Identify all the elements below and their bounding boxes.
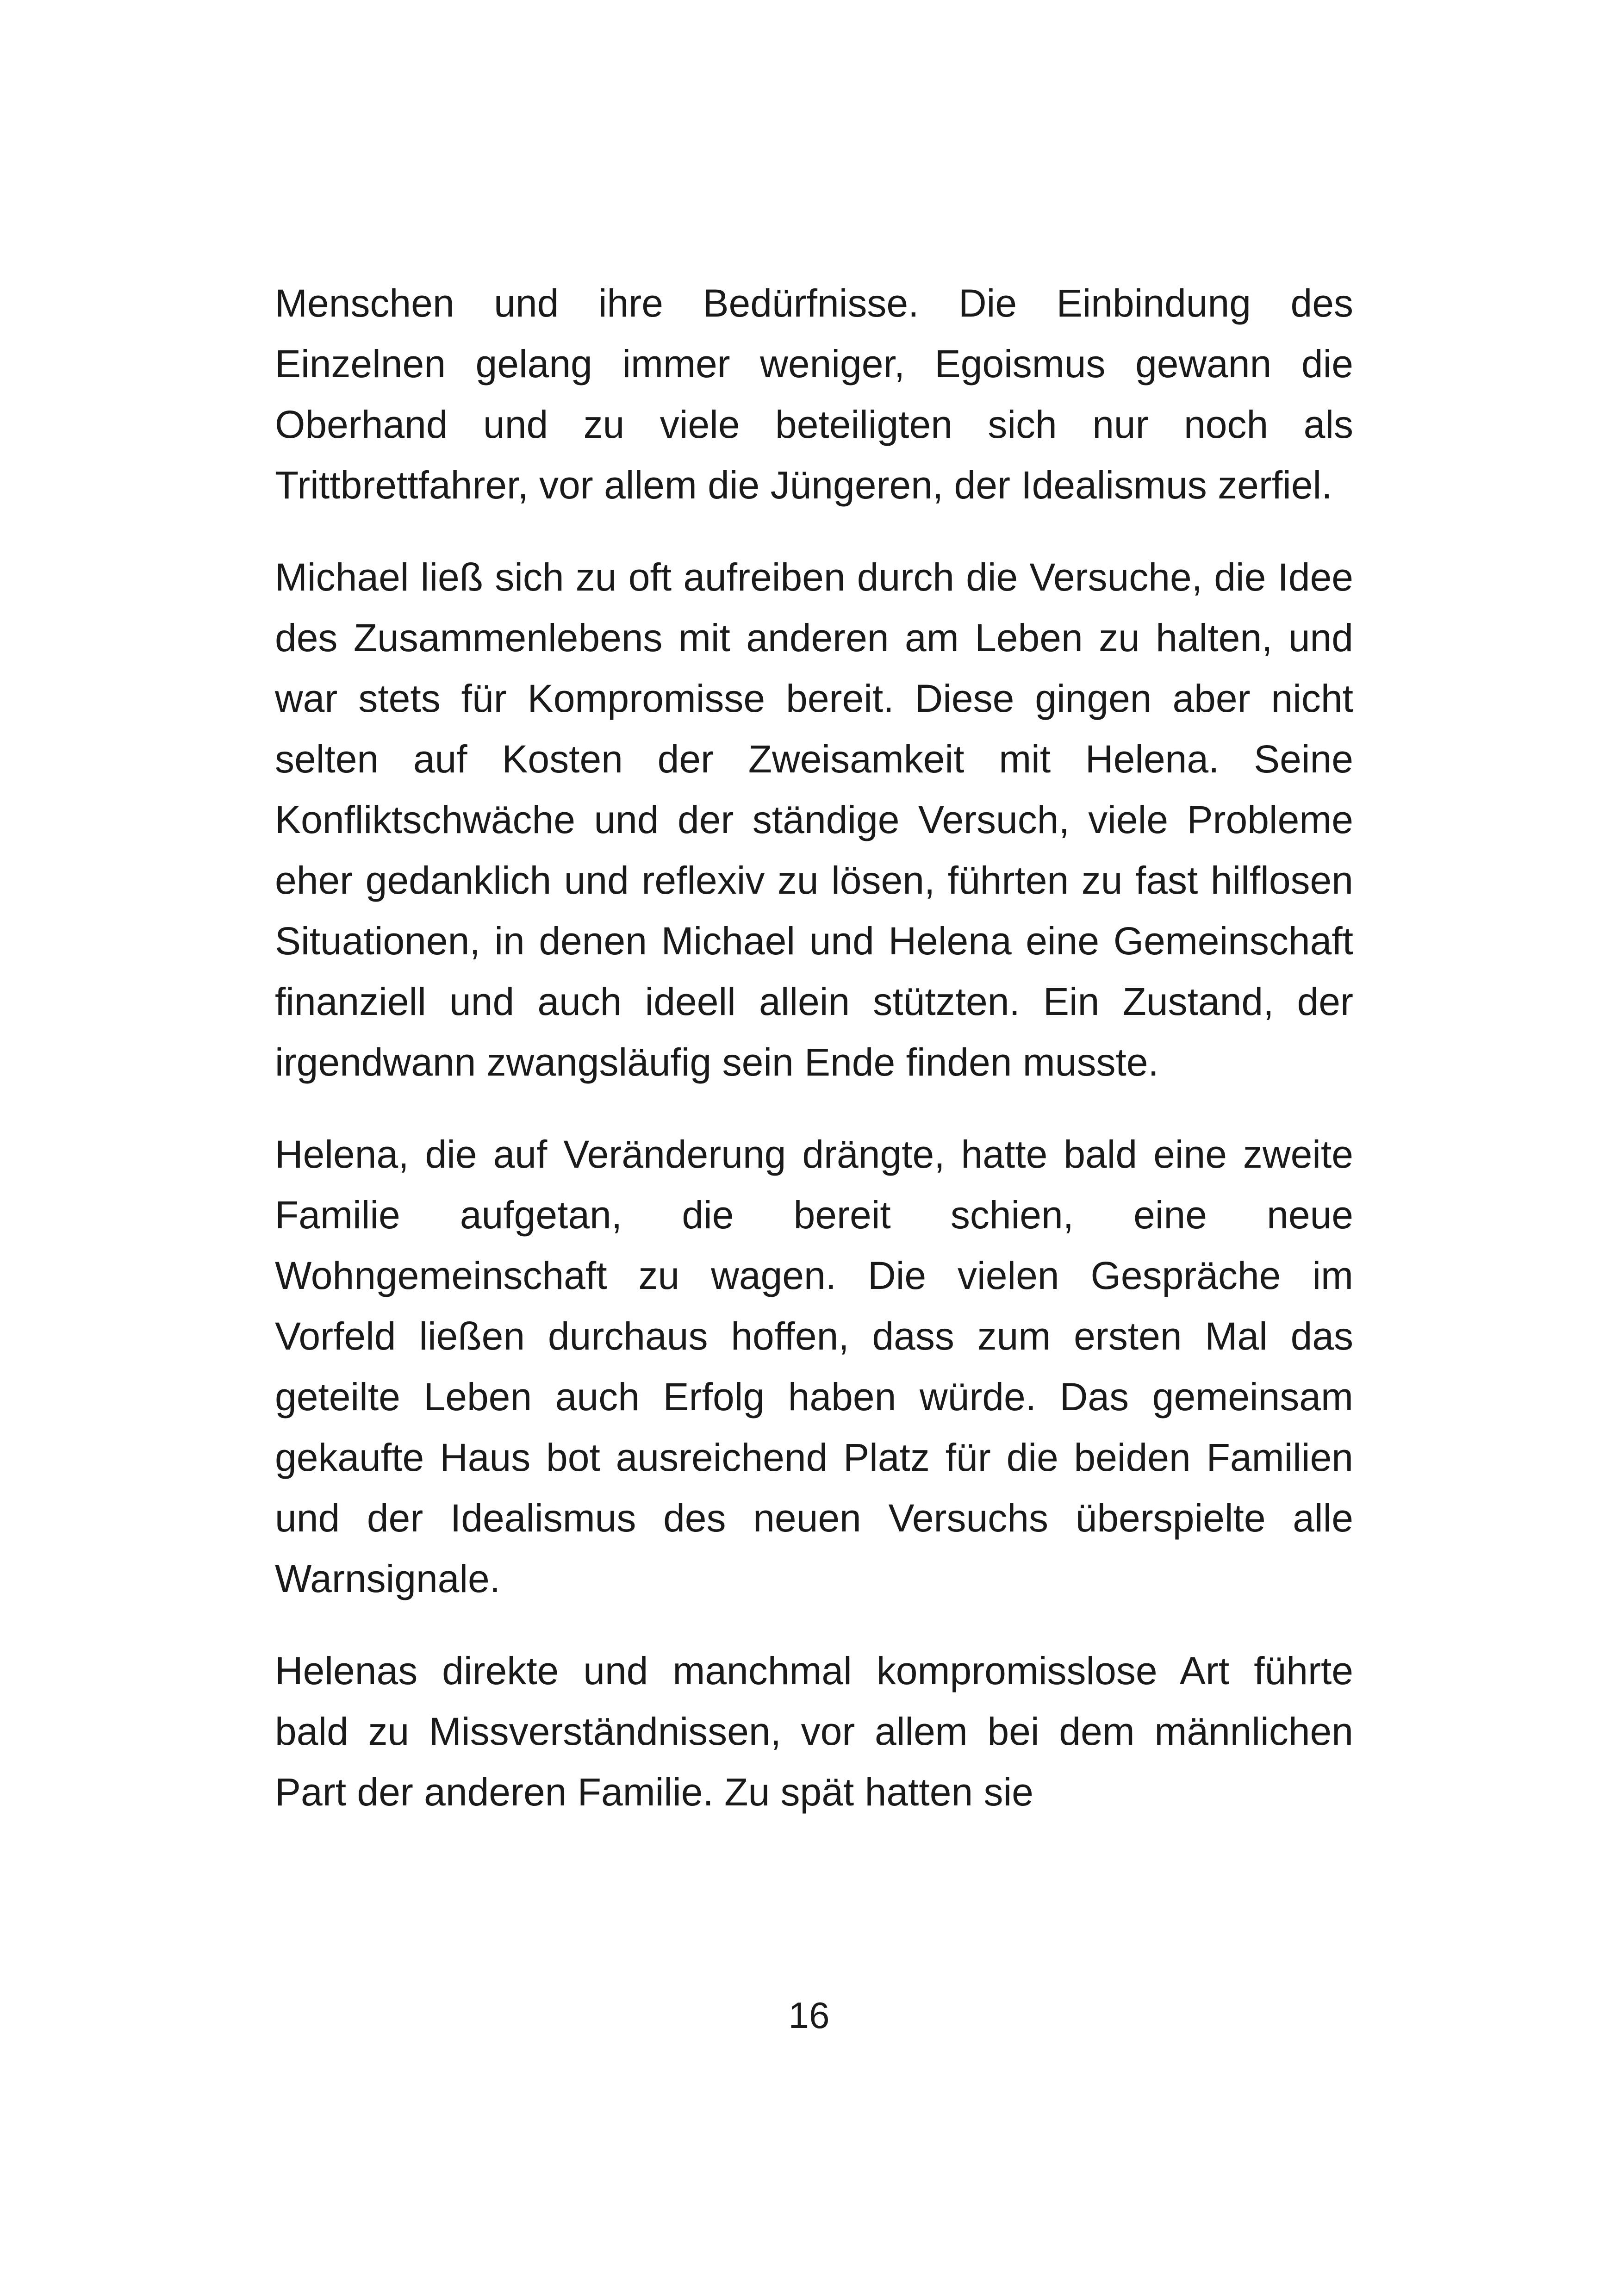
paragraph-1: Menschen und ihre Bedürfnisse. Die Einbindung des Einzelnen gelang immer weniger, Egoismus gewann die Oberhand und zu viele beteiligten sich nur noch als Trittbrettfahrer, vor allem die Jüngeren, der Idealismus zerfiel. (275, 281, 1353, 507)
page-number: 16 (788, 1995, 830, 2036)
body-text (275, 273, 1353, 1854)
paragraph-3: Helena, die auf Veränderung drängte, hatte bald eine zweite Familie aufgetan, die bereit schien, eine neue Wohngemeinschaft zu wagen. Die vielen Gespräche im Vorfeld ließen durchaus hoffen, dass zum ersten Mal das geteilte Leben auch Erfolg haben würde. Das gemeinsam gekaufte Haus bot ausreichend Platz für die beiden Familien und der Idealismus des neuen Versuchs überspielte alle Warnsignale. (275, 1132, 1353, 1600)
paragraph-4: Helenas direkte und manchmal kompromisslose Art führte bald zu Missverständnissen, vor allem bei dem männlichen Part der anderen Familie. Zu spät hatten sie (275, 1649, 1353, 1814)
paragraph-2: Michael ließ sich zu oft aufreiben durch die Versuche, die Idee des Zusammenlebens mit anderen am Leben zu halten, und war stets für Kompromisse bereit. Diese gingen aber nicht selten auf Kosten der Zweisamkeit mit Helena. Seine Konfliktschwäche und der ständige Versuch, viele Probleme eher gedanklich und reflexiv zu lösen, führten zu fast hilflosen Situationen, in denen Michael und Helena eine Gemeinschaft finanziell und auch ideell allein stützten. Ein Zustand, der irgendwann zwangsläufig sein Ende finden musste. (275, 555, 1353, 1084)
